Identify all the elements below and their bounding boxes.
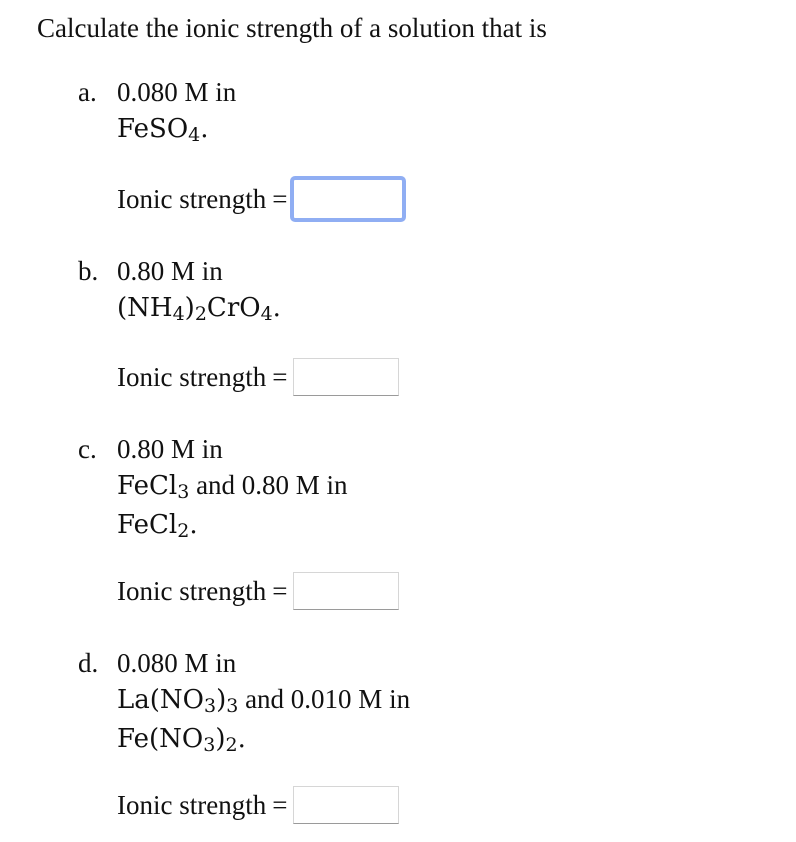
formula-line: [117, 506, 778, 545]
part-intro-line: [78, 431, 778, 467]
formula-text: ): [216, 685, 227, 715]
part-d: [78, 645, 778, 759]
formula-text: FeCl: [117, 510, 178, 540]
formula-subscript: 3: [177, 481, 190, 503]
answer-label: Ionic strength: [117, 576, 267, 606]
part-c: [78, 431, 778, 545]
answer-row-a: [117, 176, 406, 222]
formula-line: [117, 110, 778, 149]
equals-sign: =: [272, 184, 288, 214]
part-a: [78, 74, 778, 149]
formula-line: [117, 467, 778, 506]
part-concentration: 0.080 M in: [117, 648, 237, 678]
part-b: [78, 253, 778, 328]
answer-row-c: [117, 572, 399, 610]
part-concentration: 0.80 M in: [117, 434, 223, 464]
part-letter: c.: [78, 434, 97, 464]
formula-line: [117, 289, 778, 328]
part-letter: d.: [78, 648, 99, 678]
formula-text: CrO: [206, 293, 261, 323]
equals-sign: =: [272, 362, 288, 392]
formula-text: FeSO: [117, 114, 189, 144]
formula-text: (NH: [117, 293, 173, 323]
answer-label: Ionic strength: [117, 790, 267, 820]
formula-text: .: [189, 510, 198, 540]
part-intro-line: [78, 645, 778, 681]
formula-text: ): [184, 293, 195, 323]
formula-text: .: [237, 724, 246, 754]
part-intro-line: [78, 253, 778, 289]
ionic-strength-input-b[interactable]: [293, 358, 399, 396]
formula-connector-text: and 0.010 M in: [238, 684, 411, 714]
formula-text: .: [200, 114, 209, 144]
part-concentration: 0.080 M in: [117, 77, 237, 107]
formula-line: [117, 681, 778, 720]
equals-sign: =: [272, 790, 288, 820]
formula-line: [117, 720, 778, 759]
equals-sign: =: [272, 576, 288, 606]
formula-subscript: 2: [225, 734, 238, 756]
formula-text: FeCl: [117, 471, 178, 501]
part-letter: a.: [78, 77, 97, 107]
formula-text: La(NO: [117, 685, 204, 715]
formula-subscript: 3: [203, 734, 216, 756]
formula-text: ): [215, 724, 226, 754]
formula-subscript: 2: [177, 520, 190, 542]
part-concentration: 0.80 M in: [117, 256, 223, 286]
formula-text: .: [272, 293, 281, 323]
ionic-strength-input-a[interactable]: [290, 176, 406, 222]
formula-subscript: 3: [203, 695, 217, 717]
ionic-strength-input-d[interactable]: [293, 786, 399, 824]
answer-label: Ionic strength: [117, 184, 267, 214]
part-intro-line: [78, 74, 778, 110]
formula-connector-text: and 0.80 M in: [189, 470, 348, 500]
part-letter: b.: [78, 256, 99, 286]
formula-subscript: 4: [172, 303, 185, 325]
question-title: Calculate the ionic strength of a solution that is: [37, 13, 547, 43]
answer-row-d: [117, 786, 399, 824]
formula-text: Fe(NO: [117, 724, 204, 754]
answer-row-b: [117, 358, 399, 396]
formula-subscript: 3: [226, 695, 239, 717]
answer-label: Ionic strength: [117, 362, 267, 392]
formula-subscript: 2: [194, 303, 207, 325]
formula-subscript: 4: [188, 124, 201, 146]
formula-subscript: 4: [260, 303, 273, 325]
ionic-strength-input-c[interactable]: [293, 572, 399, 610]
